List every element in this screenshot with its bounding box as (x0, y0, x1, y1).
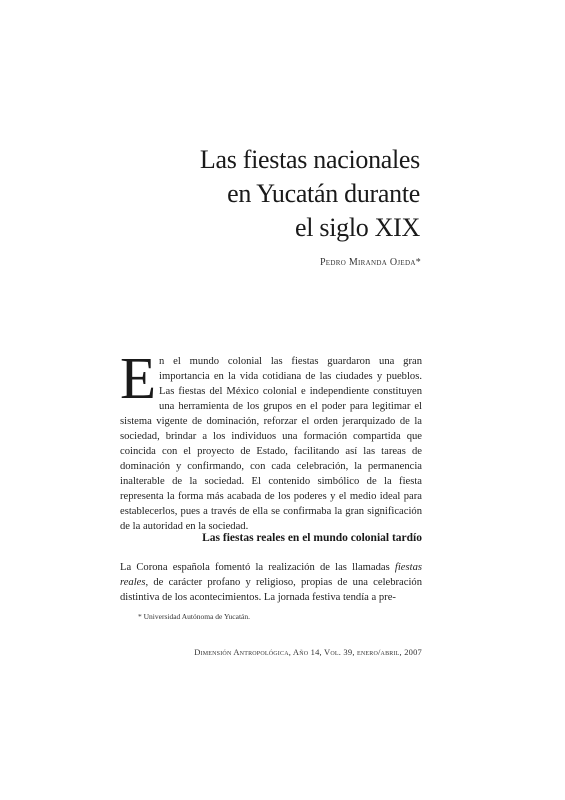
author-name: Pedro Miranda Ojeda* (319, 257, 421, 268)
article-title (200, 143, 420, 245)
title-line-1: Las fiestas nacionales (199, 145, 420, 174)
drop-cap: E (120, 345, 157, 411)
title-line-3: el siglo XIX (295, 213, 420, 242)
intro-paragraph (120, 345, 422, 534)
body-text-part1: La Corona española fomentó la realización de las llamadas (120, 562, 395, 573)
footnote: * Universidad Autónoma de Yucatán. (138, 612, 250, 621)
body-paragraph (120, 560, 422, 605)
intro-text: n el mundo colonial las fiestas guardaron una gran importancia en la vida cotidiana de las ciudades y pueblos. Las fiestas del México colonial e independiente constituyen una herramienta de los grupos en el poder para legitimar el sistema vigente de dominación, reforzar el orden jerarquizado de la sociedad, brindar a los individuos una formación compartida que coincida con el proyecto de Estado, facilitando así las tareas de dominación y confirmando, con cada celebración, la permanencia inalterable de la sociedad. El contenido simbólico de la fiesta representa la forma más acabada de los poderes y el medio ideal para establecerlos, pues a través de ella se confirmaba la gran significación de la autoridad en la sociedad. (120, 356, 422, 532)
body-text-italic: fiestas reales (120, 562, 422, 588)
journal-footer: Dimensión Antropológica, Año 14, Vol. 39, enero/abril, 2007 (194, 647, 422, 657)
body-text-part2: , de carácter profano y religioso, propias de una celebración distintiva de los acontecimientos. La jornada festiva tendía a pre- (120, 577, 422, 603)
title-line-2: en Yucatán durante (227, 179, 420, 208)
section-heading: Las fiestas reales en el mundo colonial tardío (202, 532, 422, 544)
